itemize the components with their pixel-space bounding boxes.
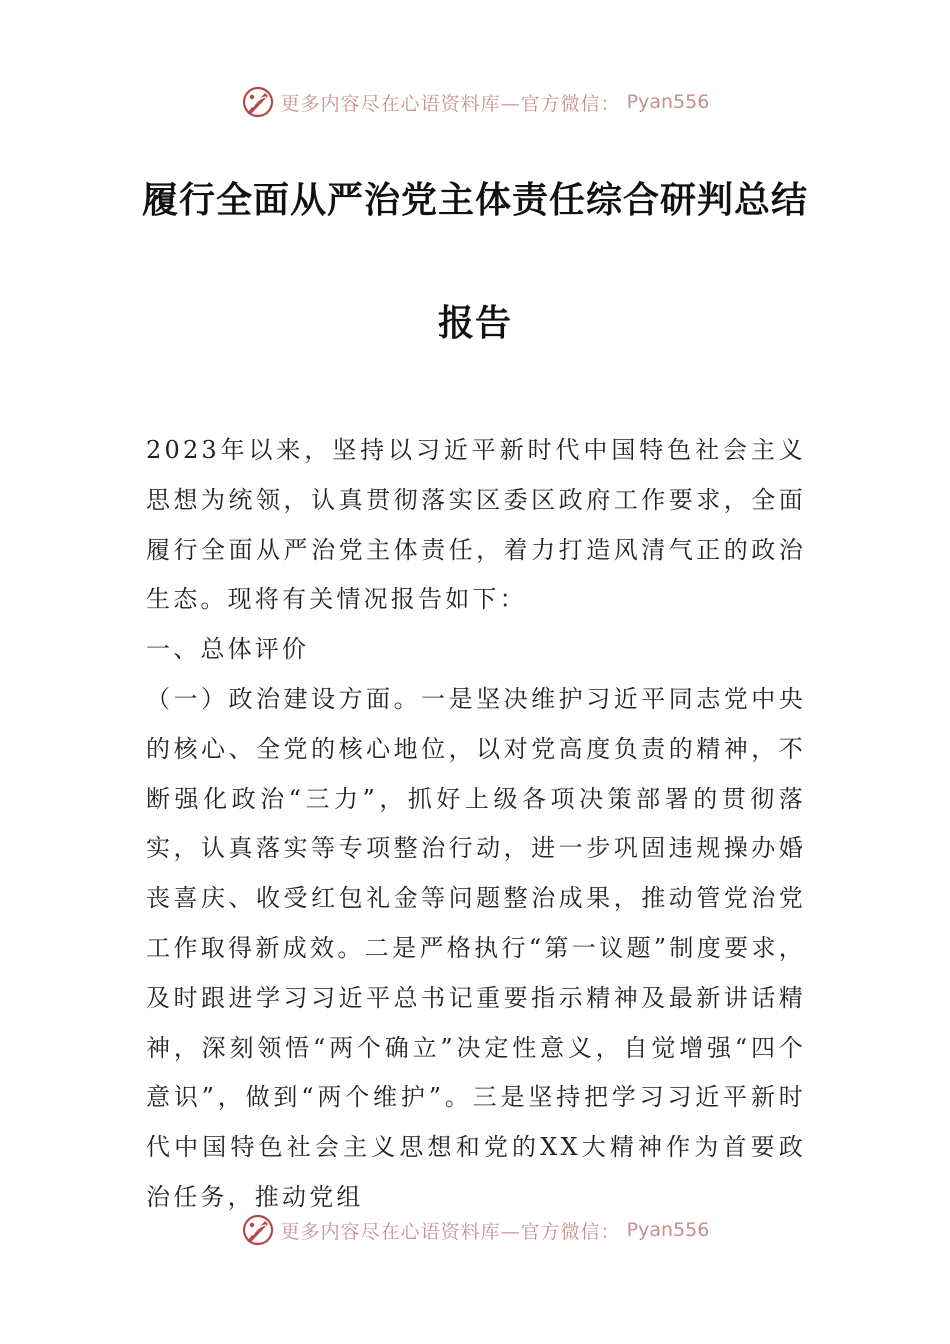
watermark-text: 更多内容尽在心语资料库—官方微信：	[280, 1220, 621, 1243]
body-paragraph: （一）政治建设方面。一是坚决维护习近平同志党中央的核心、全党的核心地位，以对党高度负责的精神，不断强化政治“三力”，抓好上级各项决策部署的贯彻落实，认真落实等专项整治行动，进一步巩固违规操办婚丧喜庆、收受红包礼金等问题整治成果，推动管党治党工作取得新成效。二是严格执行“第一议题”制度要求，及时跟进学习习近平总书记重要指示精神及最新讲话精神，深刻领悟“两个确立”决定性意义，自觉增强“四个意识”，做到“两个维护”。三是坚持把学习习近平新时代中国特色社会主义思想和党的XX大精神作为首要政治任务，推动党组	[146, 684, 806, 1211]
intro-paragraph: 2023年以来，坚持以习近平新时代中国特色社会主义思想为统领，认真贯彻落实区委区政府工作要求，全面履行全面从严治党主体责任，着力打造风清气正的政治生态。现将有关情况报告如下：	[146, 436, 806, 614]
document-title: 履行全面从严治党主体责任综合研判总结	[141, 180, 808, 221]
watermark-text: 更多内容尽在心语资料库—官方微信：	[280, 92, 621, 115]
document-body	[146, 426, 806, 1223]
watermark-handle: Pyan556	[626, 1219, 710, 1241]
pen-logo-icon	[241, 1213, 275, 1247]
watermark-handle: Pyan556	[626, 91, 710, 113]
footer-watermark	[0, 1210, 950, 1250]
pen-logo-icon	[241, 85, 275, 119]
header-watermark	[0, 82, 950, 122]
section-heading: 一、总体评价	[146, 635, 310, 664]
document-title-continued: 报告	[437, 303, 512, 344]
